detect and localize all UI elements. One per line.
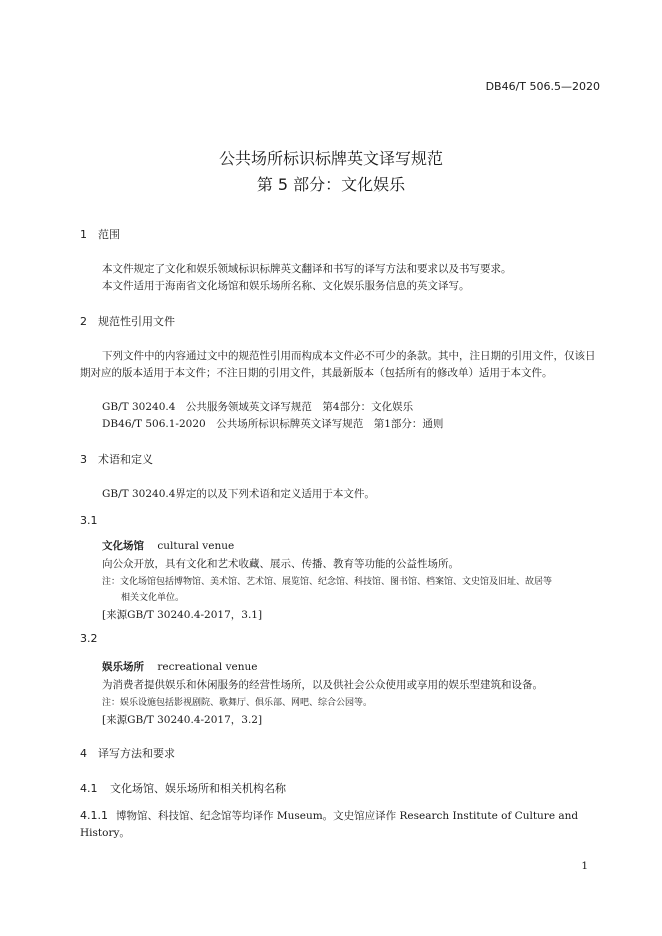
document-title: 公共场所标识标牌英文译写规范 (218, 149, 443, 168)
paragraph: 下列文件中的内容通过文中的规范性引用而构成本文件必不可少的条款。其中，注日期的引用文件，仅该日期对应的版本适用于本文件；不注日期的引用文件，其最新版本（包括所有的修改单）适用于本文件。 (80, 350, 596, 379)
section-number: 3 (80, 453, 87, 466)
paragraph: 本文件适用于海南省文化场馆和娱乐场所名称、文化娱乐服务信息的英文译写。 (102, 280, 470, 292)
clause-text-continued: History。 (80, 827, 130, 839)
reference-item: GB/T 30240.4 公共服务领域英文译写规范 第4部分：文化娱乐 (102, 401, 414, 413)
section-2-heading (80, 313, 175, 329)
term-source: [来源GB/T 30240.4-2017，3.1] (102, 609, 263, 621)
section-title: 译写方法和要求 (98, 747, 175, 760)
section-number: 4 (80, 747, 87, 760)
document-subtitle: 第 5 部分：文化娱乐 (256, 175, 406, 194)
section-title: 范围 (98, 228, 120, 241)
section-4-heading (80, 745, 175, 761)
subsection-heading (80, 780, 286, 796)
section-1-heading (80, 226, 120, 242)
paragraph: GB/T 30240.4界定的以及下列术语和定义适用于本文件。 (102, 488, 375, 500)
term-entry (102, 538, 234, 553)
term-entry (102, 659, 257, 674)
section-3-heading (80, 451, 153, 467)
section-number: 2 (80, 315, 87, 328)
subsection-title: 文化场馆、娱乐场所和相关机构名称 (110, 782, 286, 795)
section-number: 1 (80, 228, 87, 241)
term-number: 3.1 (80, 514, 98, 527)
term-note: 注：娱乐设施包括影视剧院、歌舞厅、俱乐部、网吧、综合公园等。 (102, 698, 373, 708)
term-source: [来源GB/T 30240.4-2017，3.2] (102, 714, 263, 726)
term-chinese: 娱乐场所 (102, 661, 144, 673)
term-definition: 向公众开放，具有文化和艺术收藏、展示、传播、教育等功能的公益性场所。 (102, 558, 459, 570)
standard-code: DB46/T 506.5—2020 (485, 80, 600, 93)
section-title: 规范性引用文件 (98, 315, 175, 328)
reference-item: DB46/T 506.1-2020 公共场所标识标牌英文译写规范 第1部分：通则 (102, 418, 444, 430)
term-number: 3.2 (80, 632, 98, 645)
term-chinese: 文化场馆 (102, 540, 144, 552)
term-note-continued: 相关文化单位。 (121, 593, 185, 603)
term-definition: 为消费者提供娱乐和休闲服务的经营性场所，以及供社会公众使用或享用的娱乐型建筑和设备。 (102, 679, 543, 691)
paragraph: 本文件规定了文化和娱乐领域标识标牌英文翻译和书写的译写方法和要求以及书写要求。 (102, 263, 512, 275)
clause-text: 博物馆、科技馆、纪念馆等均译作 Museum。文史馆应译作 Research Institute of Culture and (116, 810, 579, 822)
page-number: 1 (581, 860, 588, 872)
term-english: cultural venue (157, 540, 235, 552)
section-title: 术语和定义 (98, 453, 153, 466)
subsection-number: 4.1 (80, 782, 98, 795)
clause-number: 4.1.1 (80, 809, 108, 822)
term-english: recreational venue (157, 661, 258, 673)
term-note: 注：文化场馆包括博物馆、美术馆、艺术馆、展览馆、纪念馆、科技馆、图书馆、档案馆、文史馆及旧址、故居等 (102, 577, 553, 587)
clause-paragraph (80, 808, 578, 823)
